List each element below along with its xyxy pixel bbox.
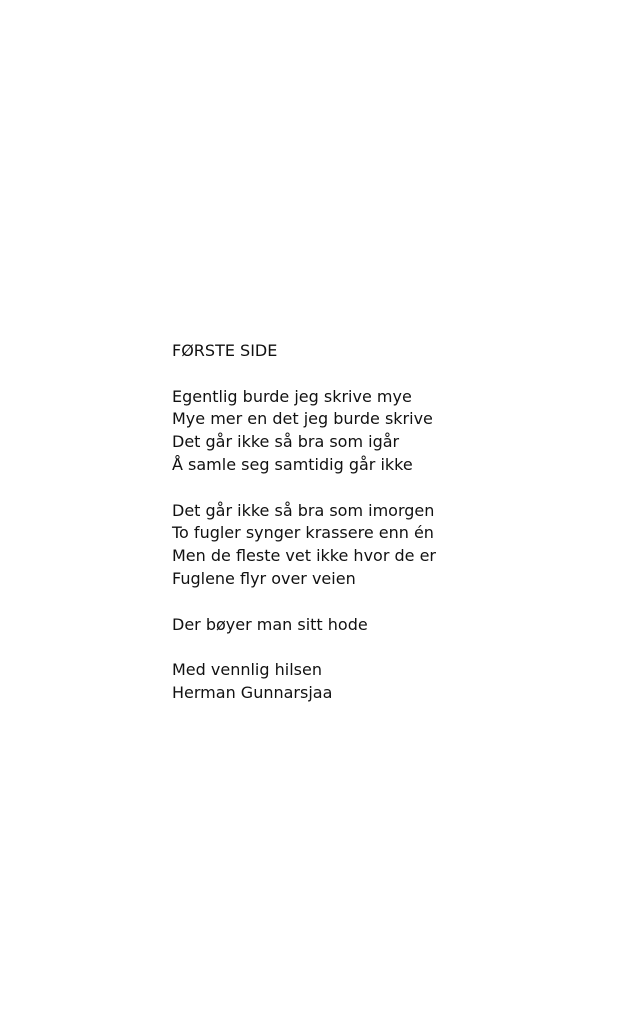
author-name: Herman Gunnarsjaa [172, 682, 333, 702]
poem-line: To fugler synger krassere enn én [172, 523, 434, 543]
poem-title: FØRSTE SIDE [172, 341, 278, 360]
stanza-1 [172, 386, 592, 477]
poem-line: Det går ikke så bra som imorgen [172, 500, 435, 520]
poem-line: Det går ikke så bra som igår [172, 432, 400, 452]
poem-page [172, 340, 592, 705]
signature [172, 659, 592, 705]
poem-line: Fuglene flyr over veien [172, 568, 356, 588]
stanza-3 [172, 614, 592, 637]
poem-line: Men de fleste vet ikke hvor de er [172, 546, 436, 566]
poem-line: Der bøyer man sitt hode [172, 614, 368, 634]
stanza-2 [172, 500, 592, 591]
poem-line: Mye mer en det jeg burde skrive [172, 409, 433, 429]
poem-line: Å samle seg samtidig går ikke [172, 454, 413, 474]
poem-line: Egentlig burde jeg skrive mye [172, 386, 412, 406]
closing-greeting: Med vennlig hilsen [172, 660, 322, 680]
